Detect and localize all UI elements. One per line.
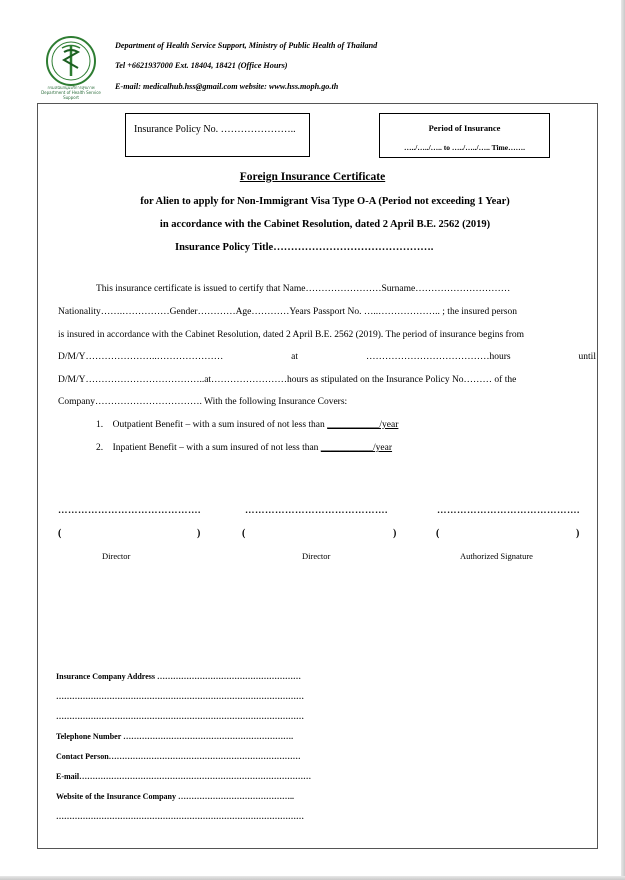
policy-title-line: Insurance Policy Title………………………………………. [175, 242, 434, 253]
benefit-inpatient [96, 443, 392, 453]
logo-caption-th: กรมสนับสนุนบริการสุขภาพ [47, 85, 95, 90]
page-edge-shadow [621, 0, 625, 880]
until-word: until [578, 352, 596, 362]
signature-label-authorized: Authorized Signature [460, 551, 533, 561]
header-email-website: E-mail: medicalhub.hss@gmail.com website: www.hss.moph.go.th [115, 82, 339, 91]
period-title: Period of Insurance [428, 123, 501, 133]
benefit-blank: ___________/year [320, 443, 393, 453]
period-line: …../…../….. to …../…../….. Time……. [404, 143, 525, 152]
benefit-number: 2. [96, 443, 104, 453]
paren-open-3: ( [436, 528, 440, 539]
period-of-insurance-box [379, 113, 550, 158]
signature-line-2: ……………………………………. [245, 506, 388, 516]
logo-caption-en: Department of Health Service Support [41, 90, 101, 100]
benefit-text: Inpatient Benefit – with a sum insured of not less than [112, 443, 321, 453]
paren-open-2: ( [242, 528, 246, 539]
at-word: at [291, 352, 299, 362]
body-resolution-line: is insured in accordance with the Cabinet Resolution, dated 2 April B.E. 2562 (2019). The period of insurance begins from [58, 330, 525, 340]
paren-close-3: ) [576, 528, 580, 539]
body-date-line [58, 352, 596, 362]
body-date-until-line: D/M/Y………………………………..at……………………hours as stipulated on the Insurance Policy No……… of the [58, 375, 517, 385]
header-telephone: Tel +6621937000 Ext. 18404, 18421 (Office Hours) [115, 61, 288, 70]
address-line-2: ………………………………………………………………………………… [56, 692, 304, 701]
website-line-2: ………………………………………………………………………………… [56, 812, 304, 821]
signature-label-director-2: Director [302, 551, 331, 561]
body-name-line: This insurance certificate is issued to certify that Name……………………Surname………………………… [96, 284, 511, 294]
contact-person: Contact Person……………………………………………………………… [56, 752, 301, 761]
telephone-number: Telephone Number ………………………………………………………. [56, 732, 294, 741]
policy-number-label: Insurance Policy No. ………………….. [134, 124, 296, 135]
benefit-blank: ___________/year [327, 420, 399, 430]
logo-caption [33, 85, 109, 100]
email-field: E-mail…………………………………………………………………………… [56, 772, 312, 781]
signature-label-director-1: Director [102, 551, 131, 561]
header-department: Department of Health Service Support, Ministry of Public Health of Thailand [115, 41, 378, 50]
benefit-number: 1. [96, 420, 104, 430]
signature-line-3: ……………………………………. [437, 506, 580, 516]
body-company-line: Company……………………………. With the following Insurance Covers: [58, 397, 348, 407]
document-title: Foreign Insurance Certificate [239, 171, 386, 183]
page-edge-shadow [0, 876, 625, 880]
hours-from: …………………………………hours [365, 352, 511, 362]
insurance-company-website: Website of the Insurance Company …………………………………….. [56, 792, 295, 801]
benefit-text: Outpatient Benefit – with a sum insured of not less than [112, 420, 328, 430]
date-from: D/M/Y…………………..………………… [58, 352, 224, 362]
insurance-company-address: Insurance Company Address ……………………………………………… [56, 672, 301, 681]
paren-close-1: ) [197, 528, 201, 539]
signature-line-1: ……………………………………. [58, 506, 201, 516]
policy-number-box [125, 113, 310, 157]
paren-open-1: ( [58, 528, 62, 539]
body-nationality-line: Nationality…….……………Gender…………Age…………Years Passport No. …..……………….. ; the insured person [58, 307, 517, 317]
paren-close-2: ) [393, 528, 397, 539]
subtitle-visa: for Alien to apply for Non-Immigrant Visa Type O-A (Period not exceeding 1 Year) [140, 196, 510, 207]
benefit-outpatient [96, 420, 398, 430]
address-line-3: ………………………………………………………………………………… [56, 712, 304, 721]
subtitle-resolution: in accordance with the Cabinet Resolution, dated 2 April B.E. 2562 (2019) [159, 219, 491, 230]
